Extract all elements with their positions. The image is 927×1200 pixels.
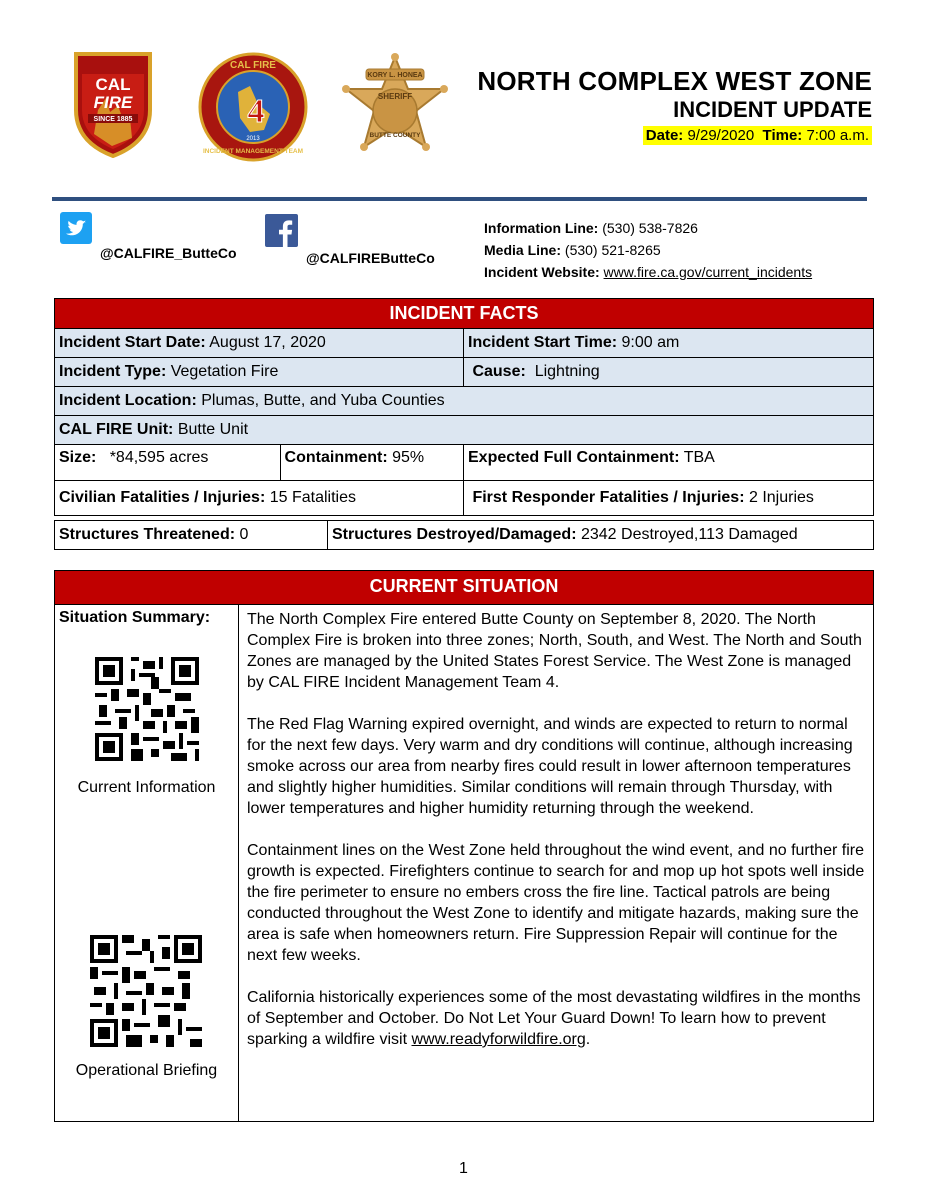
situation-summary-text: [247, 609, 867, 1071]
date-value: 9/29/2020: [687, 127, 755, 144]
facebook-icon[interactable]: [265, 214, 298, 247]
responder-casualties-label: First Responder Fatalities / Injuries:: [472, 489, 745, 506]
incident-type-cell: [55, 358, 464, 387]
start-time-value: 9:00 am: [621, 334, 680, 351]
responder-casualties-cell: [464, 481, 874, 516]
start-date-label: Incident Start Date:: [59, 334, 206, 351]
date-label: Date:: [645, 127, 684, 144]
containment-label: Containment:: [284, 449, 388, 466]
containment-cell: [280, 445, 463, 481]
situation-summary-label: Situation Summary:: [59, 609, 211, 626]
civilian-casualties-cell: [55, 481, 464, 516]
situation-paragraph-1: The North Complex Fire entered Butte County on September 8, 2020. The North Complex Fire is broken into three zones; North, South, and West. The North and South Zones are managed by the United States Forest Service. The West Zone is managed by CAL FIRE Incident Management Team 4.: [247, 611, 862, 691]
incident-website: [484, 264, 812, 280]
size-label: Size:: [59, 449, 97, 466]
incident-facts-table: [54, 298, 874, 516]
situation-paragraph-4: [247, 987, 867, 1050]
calfire-unit-value: Butte Unit: [177, 421, 249, 438]
media-line: [484, 242, 661, 258]
civilian-casualties-value: 15 Fatalities: [269, 489, 356, 506]
imt4-logo-top: CAL FIRE: [230, 60, 276, 71]
media-line-label: Media Line:: [484, 242, 562, 258]
media-line-value: (530) 521-8265: [564, 242, 661, 258]
page-number: 1: [459, 1160, 468, 1177]
responder-casualties-value: 2 Injuries: [748, 489, 814, 506]
expected-containment-cell: [464, 445, 874, 481]
situation-paragraph-4-text: California historically experiences some of the most devastating wildfires in the months of September and October. Do Not Let Your Guard Down! To learn how to prevent sparking a wildfire visit: [247, 989, 861, 1048]
qr-code-operational-briefing[interactable]: [90, 935, 202, 1047]
cause-value: Lightning: [534, 363, 600, 380]
start-date-value: August 17, 2020: [209, 334, 326, 351]
structures-destroyed-value: 2342 Destroyed,113 Damaged: [580, 526, 798, 543]
qr-code-current-information[interactable]: [95, 657, 199, 761]
qr-caption-operational-briefing: Operational Briefing: [75, 1062, 218, 1079]
expected-containment-label: Expected Full Containment:: [468, 449, 680, 466]
facebook-handle[interactable]: @CALFIREButteCo: [306, 250, 435, 266]
twitter-icon[interactable]: [60, 212, 92, 244]
structures-destroyed-label: Structures Destroyed/Damaged:: [332, 526, 577, 543]
calfire-unit-label: CAL FIRE Unit:: [59, 421, 174, 438]
imt4-logo-number: 4: [247, 93, 265, 130]
start-date-cell: [55, 329, 464, 358]
incident-facts-heading: INCIDENT FACTS: [55, 299, 874, 329]
current-situation-heading: CURRENT SITUATION: [55, 571, 873, 605]
expected-containment-value: TBA: [683, 449, 715, 466]
structures-threatened-cell: [55, 521, 328, 550]
incident-location-value: Plumas, Butte, and Yuba Counties: [201, 392, 445, 409]
incident-type-label: Incident Type:: [59, 363, 167, 380]
civilian-casualties-label: Civilian Fatalities / Injuries:: [59, 489, 266, 506]
situation-paragraph-2: The Red Flag Warning expired overnight, and winds are expected to return to normal for the next few days. Very warm and dry conditions will continue, although increasing smoke across our area from nearby fires could result in lower afternoon temperatures and slightly higher humidities. Similar conditions will remain through Thursday, with lower temperatures and higher humidity returning through the weekend.: [247, 716, 853, 817]
info-line: [484, 220, 698, 236]
situation-paragraph-4-end: .: [585, 1031, 591, 1048]
readyforwildfire-link[interactable]: www.readyforwildfire.org: [411, 1031, 586, 1048]
calfire-logo-since: SINCE 1885: [93, 116, 133, 123]
imt4-logo-year: 2013: [246, 136, 260, 142]
date-time-banner: [643, 126, 872, 145]
info-line-label: Information Line:: [484, 220, 599, 236]
calfire-logo-line2: FIRE: [93, 93, 133, 112]
structures-threatened-value: 0: [239, 526, 249, 543]
header-divider: [52, 197, 867, 201]
incident-website-label: Incident Website:: [484, 264, 600, 280]
sheriff-badge-title: SHERIFF: [377, 92, 413, 101]
page-subtitle: INCIDENT UPDATE: [673, 97, 872, 122]
structures-destroyed-cell: [328, 521, 874, 550]
start-time-label: Incident Start Time:: [468, 334, 618, 351]
sheriff-badge-name: KORY L. HONEA: [367, 72, 423, 79]
sheriff-badge-county: BUTTE COUNTY: [369, 132, 421, 139]
situation-sidebar: [55, 605, 239, 1121]
containment-value: 95%: [392, 449, 425, 466]
current-situation-section: [54, 570, 874, 1122]
structures-table: [54, 520, 874, 550]
incident-website-link[interactable]: www.fire.ca.gov/current_incidents: [603, 264, 813, 280]
structures-threatened-label: Structures Threatened:: [59, 526, 236, 543]
page-title: NORTH COMPLEX WEST ZONE: [477, 66, 872, 96]
cause-label: Cause:: [472, 363, 526, 380]
calfire-unit-cell: [55, 416, 874, 445]
qr-caption-current-information: Current Information: [77, 779, 216, 796]
time-label: Time:: [762, 127, 803, 144]
info-line-value: (530) 538-7826: [602, 220, 698, 236]
time-value: 7:00 a.m.: [806, 127, 869, 144]
calfire-logo: [72, 50, 154, 158]
twitter-handle[interactable]: @CALFIRE_ButteCo: [100, 245, 237, 261]
situation-paragraph-3: Containment lines on the West Zone held throughout the wind event, and no further fire growth is expected. Firefighters continue to search for and mop up hot spots well inside the fire perimeter to ensure no embers cross the fire line. Tactical patrols are being conducted throughout the West Zone to identify and mitigate hazards, making sure the area is safe when homeowners return. Fire Suppression Repair will continue for the next few weeks.: [247, 842, 865, 964]
size-value: *84,595 acres: [109, 449, 209, 466]
calfire-logo-line1: CAL: [95, 75, 131, 94]
incident-location-label: Incident Location:: [59, 392, 197, 409]
size-cell: [55, 445, 281, 481]
cause-cell: [464, 358, 874, 387]
incident-type-value: Vegetation Fire: [170, 363, 279, 380]
sheriff-badge-logo: [338, 53, 452, 165]
incident-location-cell: [55, 387, 874, 416]
imt4-logo: [198, 52, 308, 162]
start-time-cell: [464, 329, 874, 358]
imt4-logo-bottom: INCIDENT MANAGEMENT TEAM: [202, 148, 304, 155]
